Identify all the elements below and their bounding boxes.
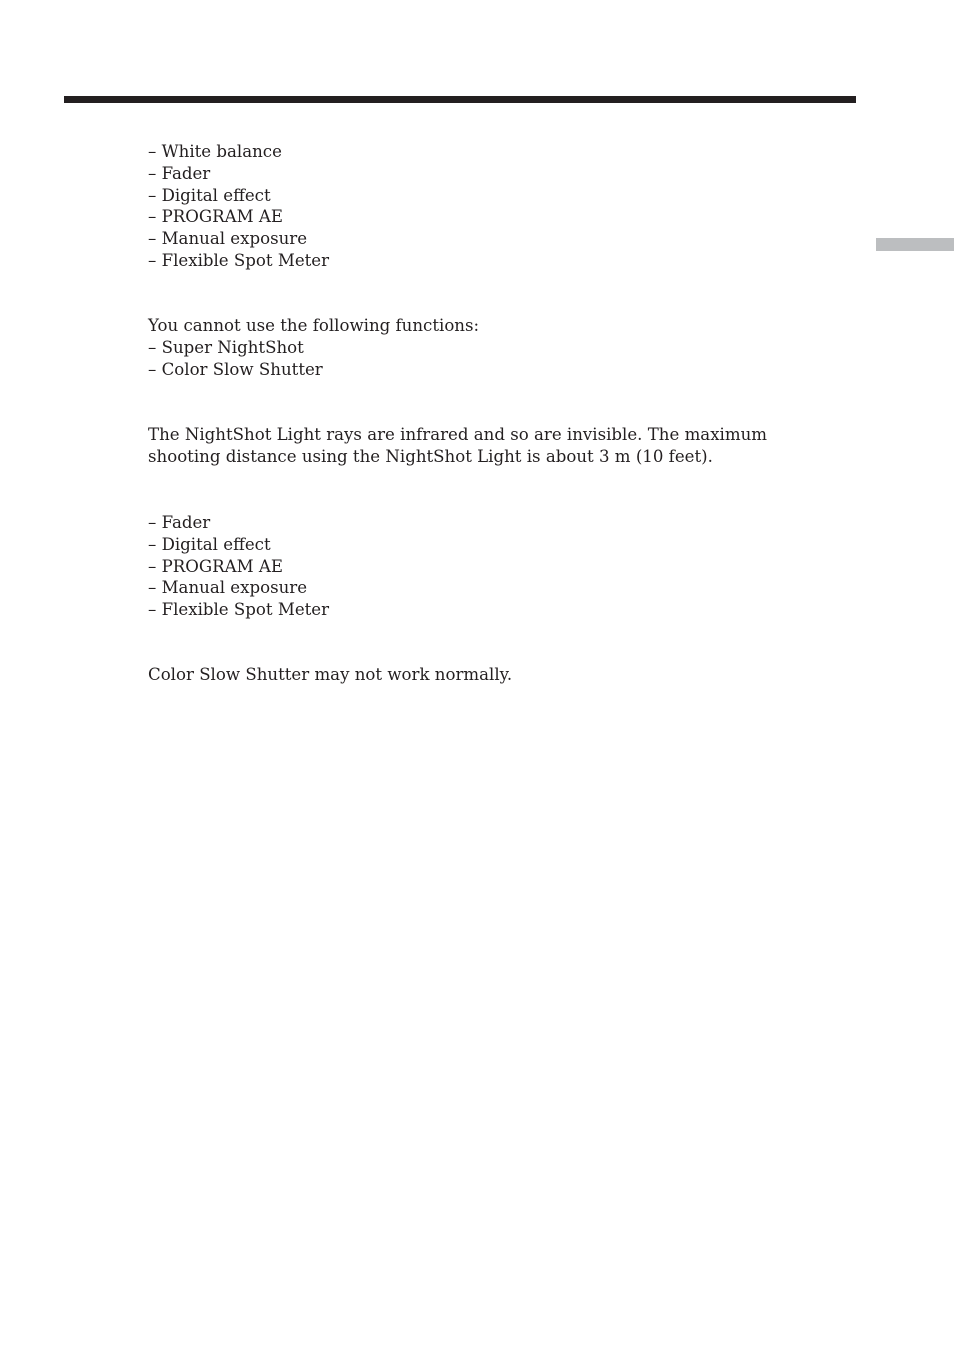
list-item: – PROGRAM AE (148, 556, 283, 576)
list-item: – Manual exposure (148, 229, 308, 249)
paragraph: The NightShot Light rays are infrared and so are invisible. The maximum shooting distance using the NightShot Light is about 3 m (10 feet). (148, 425, 768, 466)
function-list-three (148, 512, 828, 621)
list-item: – Manual exposure (148, 578, 308, 598)
list-item: – Super NightShot (148, 337, 304, 357)
list-item: – Flexible Spot Meter (148, 600, 330, 620)
list-item: – Color Slow Shutter (148, 359, 323, 379)
function-list-one (148, 141, 828, 272)
section-index-tab (876, 238, 954, 251)
list-item: – White balance (148, 142, 282, 161)
nightshot-light-note (148, 424, 828, 468)
list-item: – Fader (148, 513, 211, 532)
unavailable-functions (148, 315, 828, 380)
paragraph: Color Slow Shutter may not work normally. (148, 665, 513, 684)
list-item: – Digital effect (148, 185, 271, 205)
intro-text: You cannot use the following functions: (148, 316, 480, 335)
list-item: – PROGRAM AE (148, 207, 283, 227)
header-rule (64, 96, 856, 103)
closing-note (148, 664, 828, 686)
list-item: – Digital effect (148, 534, 271, 554)
list-item: – Fader (148, 163, 211, 183)
list-item: – Flexible Spot Meter (148, 250, 330, 270)
